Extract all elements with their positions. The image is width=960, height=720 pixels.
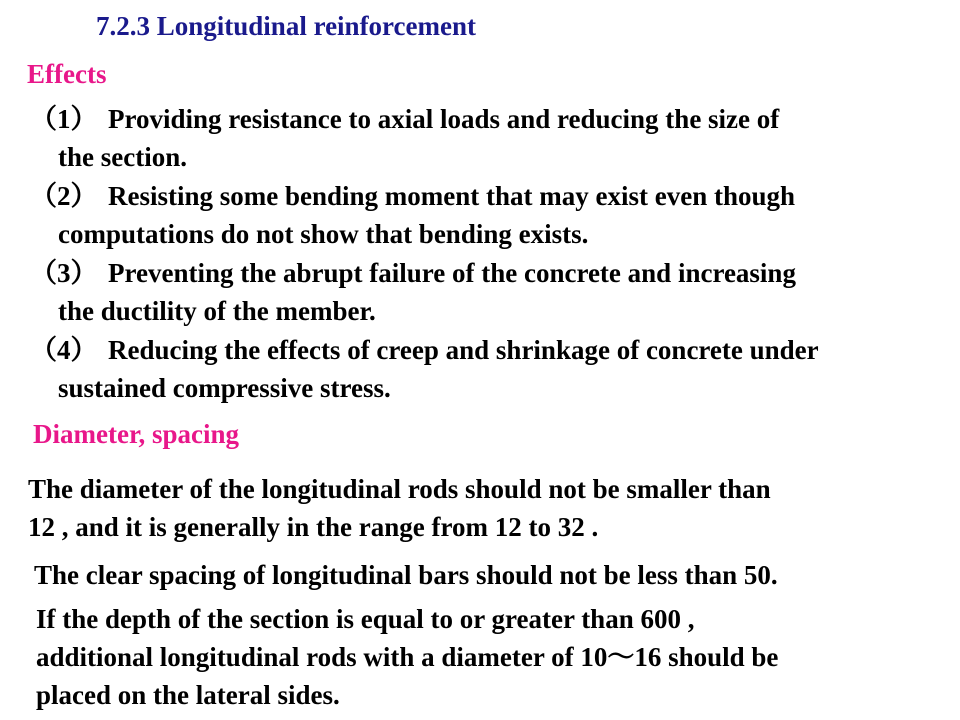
- paragraph-line: additional longitudinal rods with a diameter of 10～16 should be: [36, 642, 779, 672]
- effect-text-line1: Providing resistance to axial loads and reducing the size of: [108, 104, 780, 134]
- effect-text-line2: sustained compressive stress.: [58, 373, 391, 403]
- diameter-paragraph: [28, 470, 771, 546]
- effect-text-line2: computations do not show that bending exists.: [58, 219, 589, 249]
- effect-text-line2: the ductility of the member.: [58, 296, 376, 326]
- effects-heading: Effects: [27, 59, 107, 89]
- effect-item-2: [30, 177, 795, 253]
- spacing-paragraph: [34, 556, 778, 594]
- effect-number: （1）: [30, 104, 98, 134]
- effect-item-3: [30, 254, 796, 330]
- effect-number: （2）: [30, 181, 98, 211]
- effect-number: （4）: [30, 335, 98, 365]
- effect-item-4: [30, 331, 819, 407]
- page-title: 7.2.3 Longitudinal reinforcement: [96, 11, 477, 41]
- paragraph-line: placed on the lateral sides.: [36, 680, 340, 710]
- depth-paragraph: [36, 600, 778, 714]
- paragraph-line: If the depth of the section is equal to or greater than 600 ,: [36, 604, 695, 634]
- paragraph-line: 12 , and it is generally in the range from 12 to 32 .: [28, 512, 599, 542]
- diameter-spacing-heading: Diameter, spacing: [33, 419, 239, 449]
- effect-number: （3）: [30, 258, 98, 288]
- paragraph-line: The clear spacing of longitudinal bars should not be less than 50.: [34, 560, 778, 590]
- effect-text-line1: Preventing the abrupt failure of the concrete and increasing: [108, 258, 796, 288]
- effect-text-line1: Resisting some bending moment that may exist even though: [108, 181, 796, 211]
- paragraph-line: The diameter of the longitudinal rods should not be smaller than: [28, 474, 771, 504]
- effect-item-1: [30, 100, 779, 176]
- effect-text-line2: the section.: [58, 142, 187, 172]
- effect-text-line1: Reducing the effects of creep and shrinkage of concrete under: [108, 335, 819, 365]
